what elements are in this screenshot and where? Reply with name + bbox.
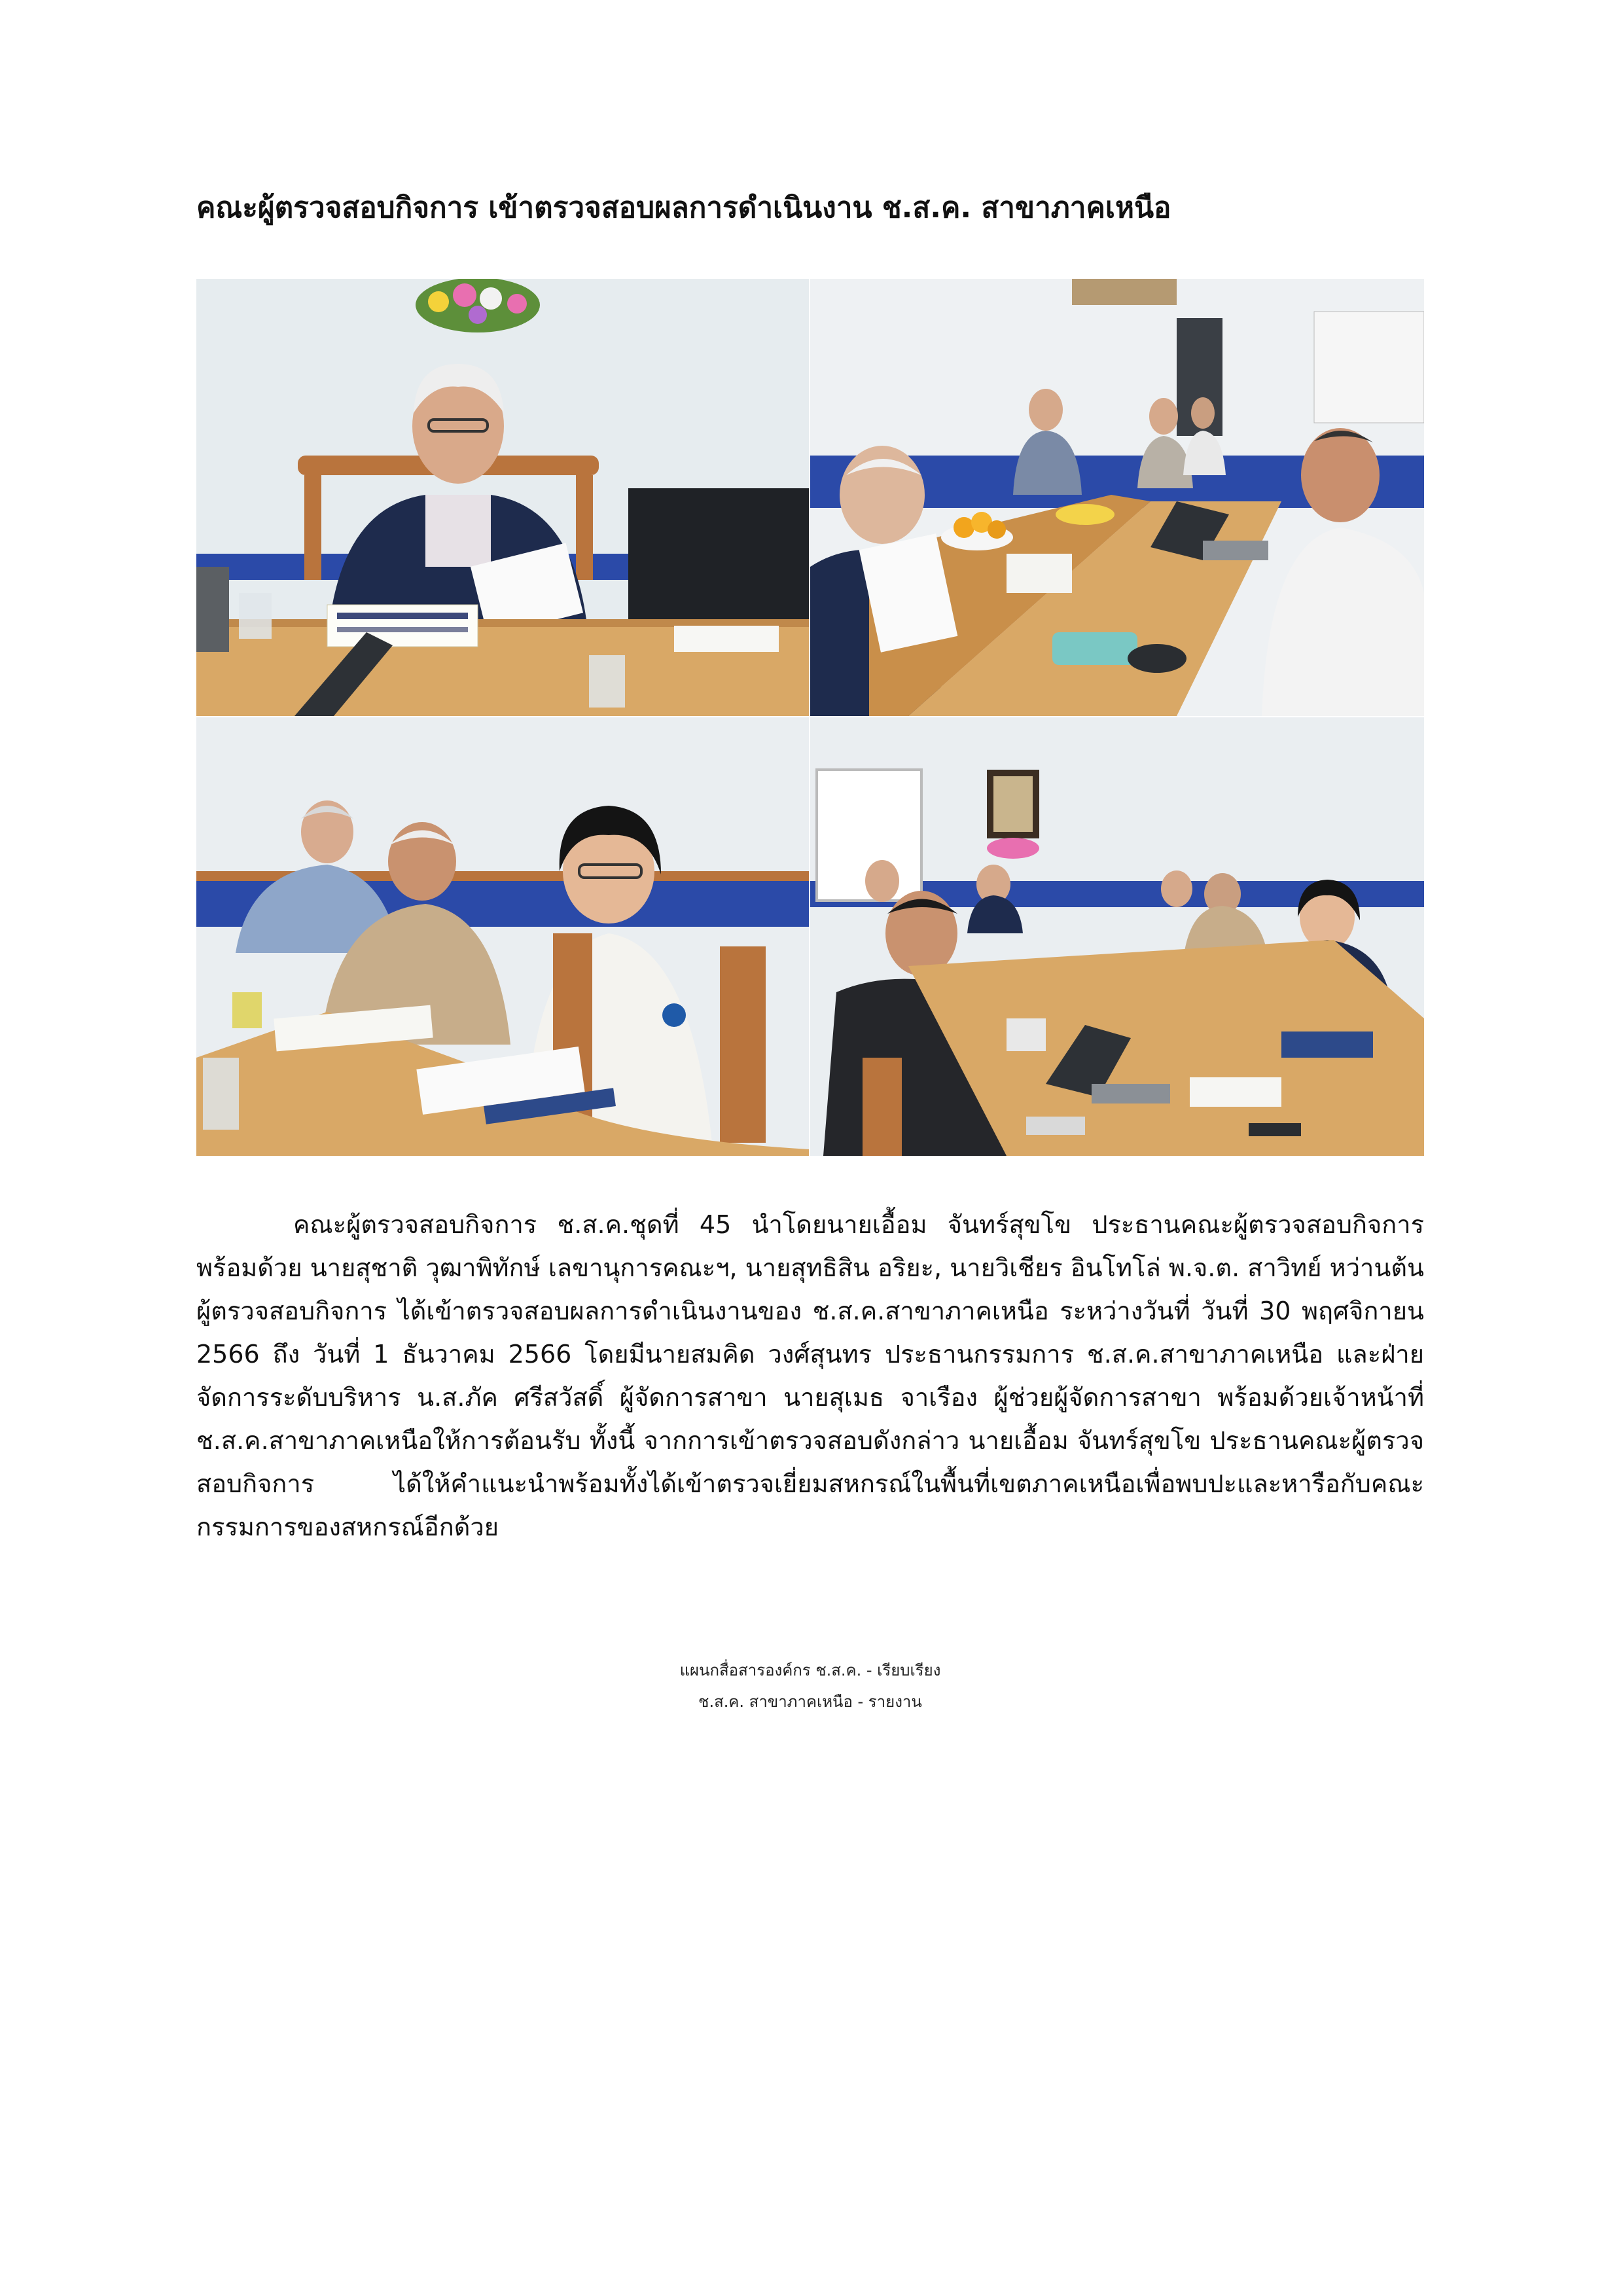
article-body: คณะผู้ตรวจสอบกิจการ ช.ส.ค.ชุดที่ 45 นำโดยนายเอื้อม จันทร์สุขโข ประธานคณะผู้ตรวจสอบกิจการ พร้อมด้วย นายสุชาติ วุฒาพิทักษ์ เลขานุการคณะฯ, นายสุทธิสิน อริยะ, นายวิเชียร อินโทโล่ พ.จ.ต. สาวิทย์ หว่านต้น ผู้ตรวจสอบกิจการ ได้เข้าตรวจสอบผลการดำเนินงานของ ช.ส.ค.สาขาภาคเหนือ ระหว่างวันที่ วันที่ 30 พฤศจิกายน 2566 ถึง วันที่ 1 ธันวาคม 2566 โดยมีนายสมคิด วงศ์สุนทร ประธานกรรมการ ช.ส.ค.สาขาภาคเหนือ และฝ่ายจัดการระดับบริหาร น.ส.ภัค ศรีสวัสดิ์ ผู้จัดการสาขา นายสุเมธ จาเรือง ผู้ช่วยผู้จัดการสาขา พร้อมด้วยเจ้าหน้าที่ ช.ส.ค.สาขาภาคเหนือให้การต้อนรับ ทั้งนี้ จากการเข้าตรวจสอบดังกล่าว นายเอื้อม จันทร์สุขโข ประธานคณะผู้ตรวจสอบกิจการ ได้ให้คำแนะนำพร้อมทั้งได้เข้าตรวจเยี่ยมสหกรณ์ในพื้นที่เขตภาคเหนือเพื่อพบปะและหารือกับคณะกรรมการของสหกรณ์อีกด้วย xyxy=(196,1210,1424,1541)
photo-collage xyxy=(196,279,1424,1157)
credit-compiled-by: แผนกสื่อสารองค์กร ช.ส.ค. - เรียบเรียง xyxy=(679,1661,941,1679)
credit-reported-by: ช.ส.ค. สาขาภาคเหนือ - รายงาน xyxy=(698,1693,922,1711)
photo-meeting-room-image xyxy=(810,717,1424,1156)
article-title: คณะผู้ตรวจสอบกิจการ เข้าตรวจสอบผลการดำเนินงาน ช.ส.ค. สาขาภาคเหนือ xyxy=(196,191,1171,224)
portrait-frame xyxy=(987,770,1039,859)
photo-meeting-table-image xyxy=(810,279,1424,716)
flower-bouquet xyxy=(416,279,540,332)
photo-chairman-reading xyxy=(196,279,809,716)
photo-meeting-room xyxy=(810,717,1424,1156)
credits xyxy=(196,1655,1424,1717)
photo-auditors-reviewing xyxy=(196,717,809,1156)
photo-meeting-table xyxy=(810,279,1424,716)
photo-chairman-reading-image xyxy=(196,279,809,716)
photo-auditors-reviewing-image xyxy=(196,717,809,1156)
